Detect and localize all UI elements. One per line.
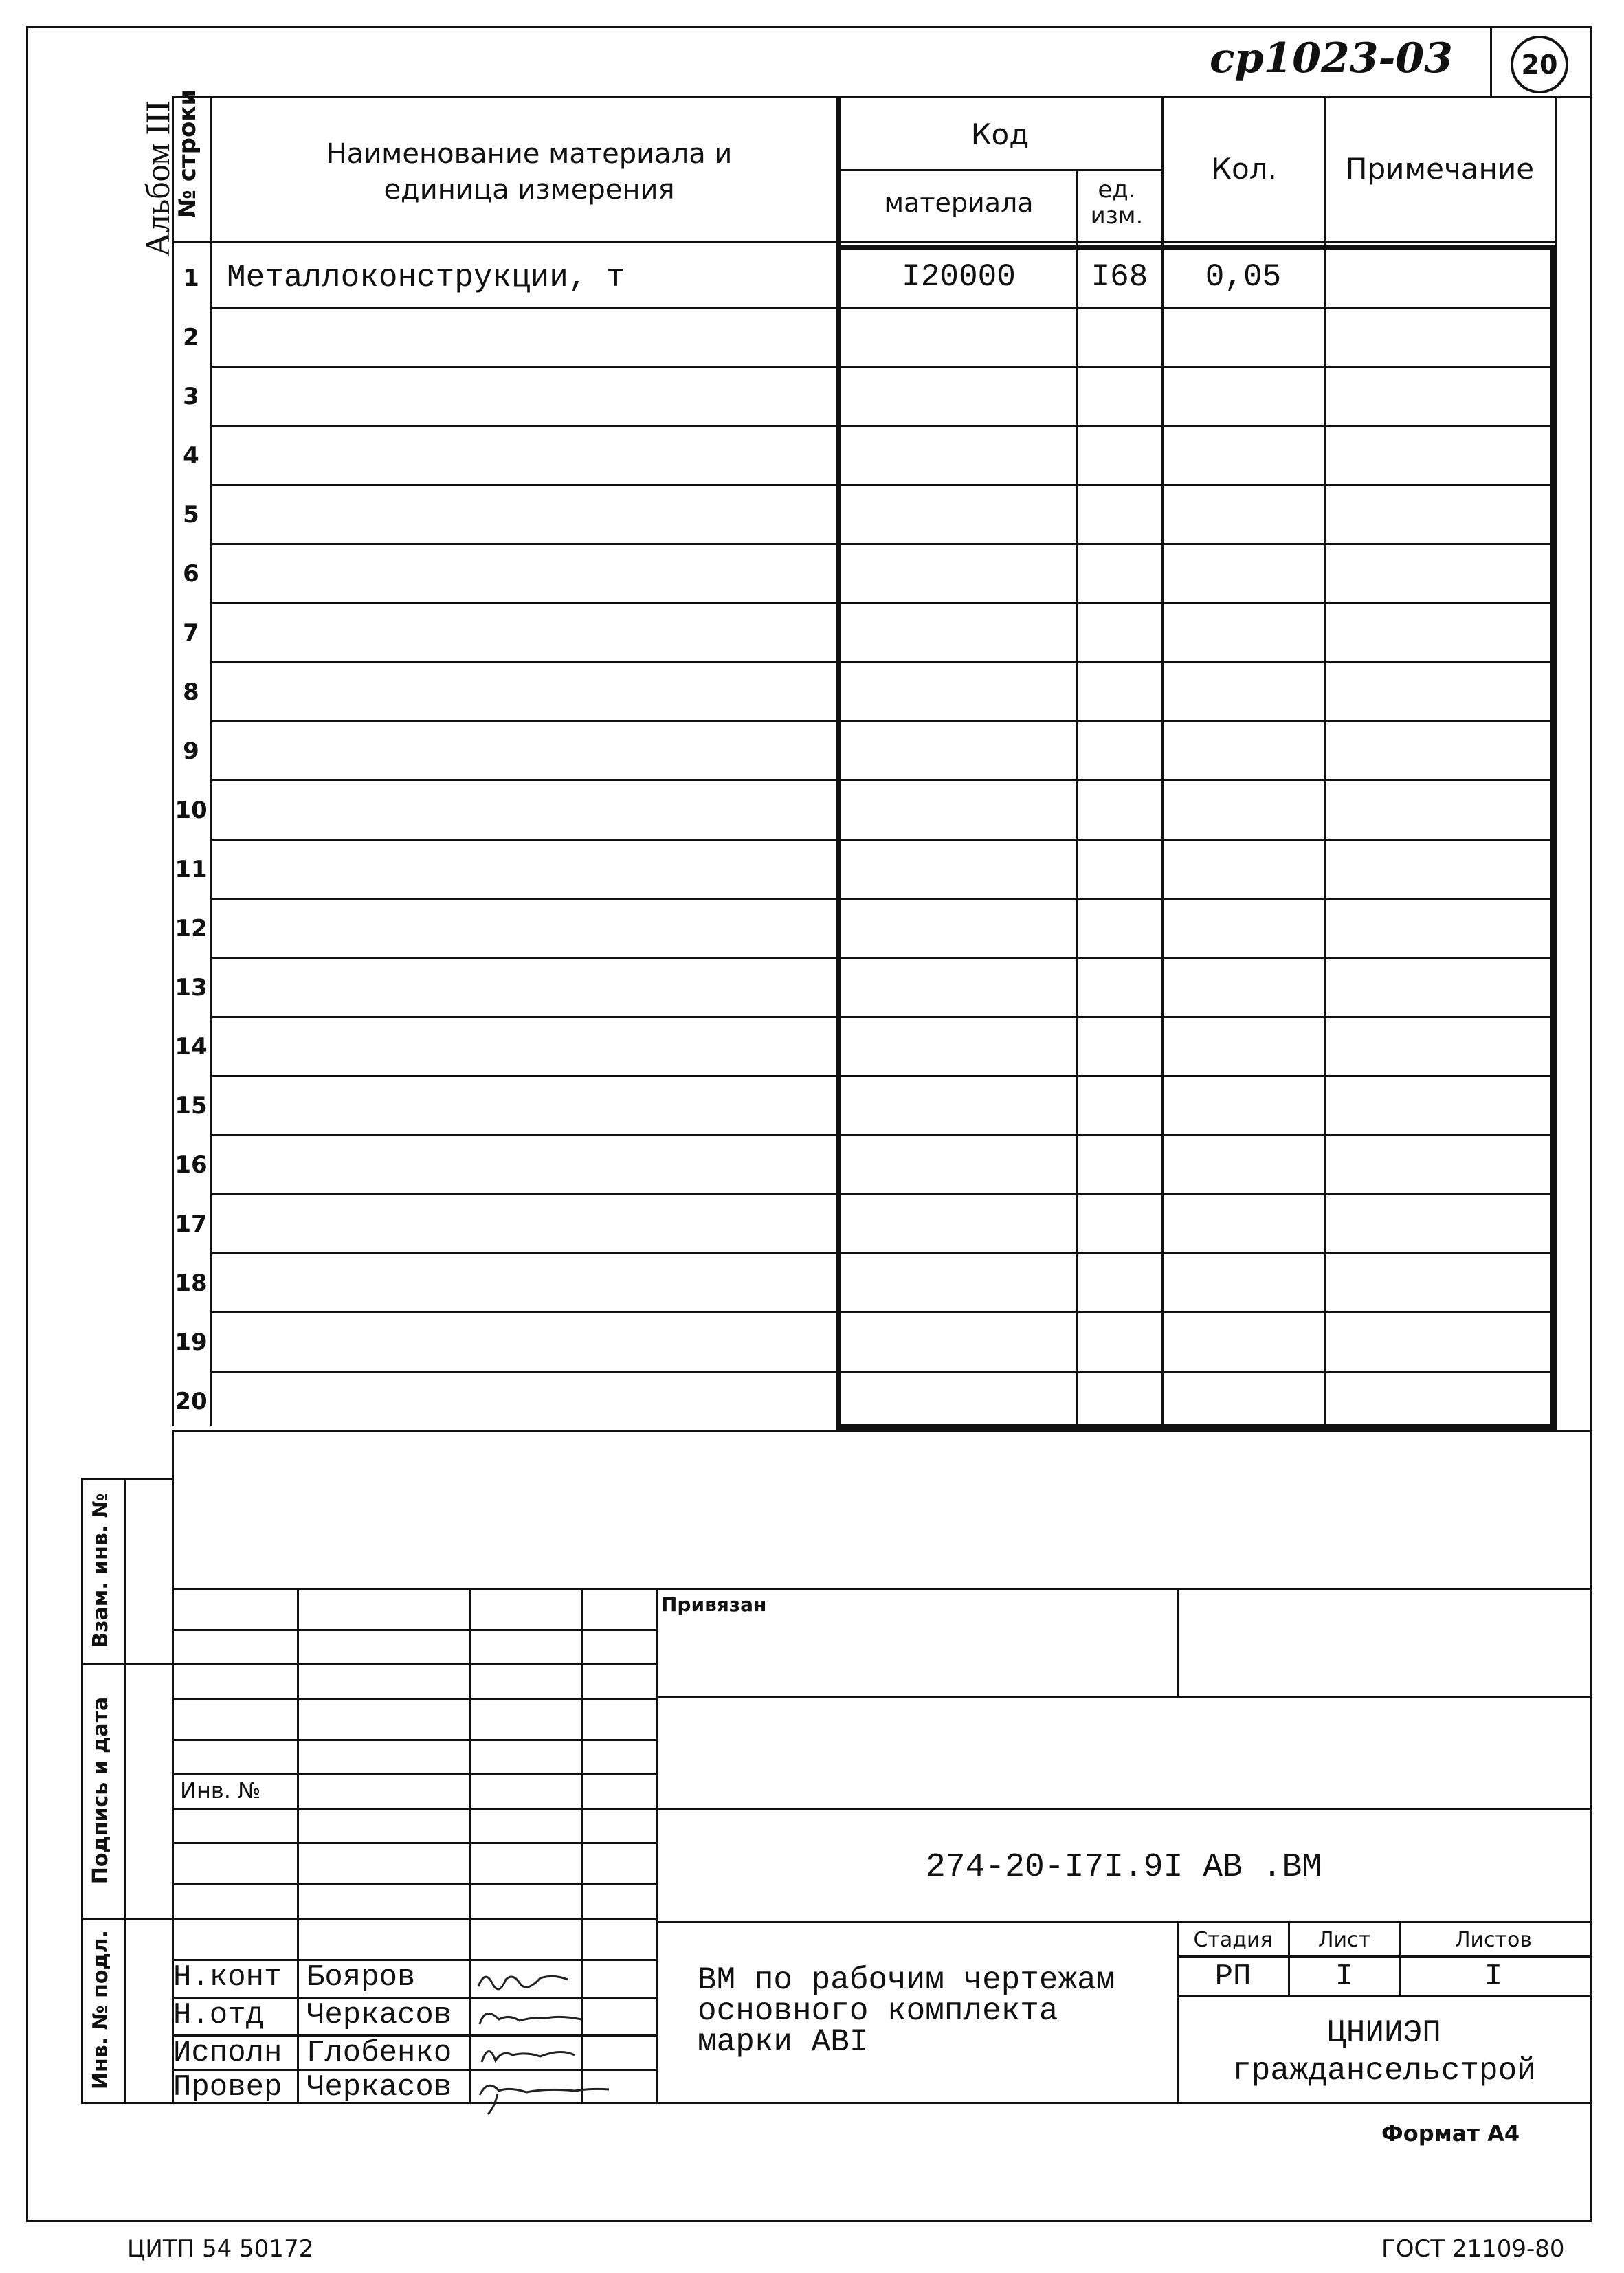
- row-unit: I68: [1091, 259, 1148, 295]
- side-inv-podl: Инв. № подл.: [89, 1929, 113, 2090]
- footer-left: ЦИТП 54 50172: [127, 2235, 314, 2263]
- row-number: 16: [175, 1151, 208, 1179]
- stamp-person: Бояров: [307, 1960, 416, 1995]
- row-number: 3: [183, 383, 199, 410]
- stamp-designation: 274-20-I7I.9I АВ .ВМ: [925, 1849, 1322, 1886]
- row-number: 19: [175, 1329, 208, 1356]
- row-number: 17: [175, 1210, 208, 1238]
- row-number: 1: [183, 265, 199, 292]
- row-number: 10: [175, 797, 208, 824]
- row-number: 14: [175, 1033, 208, 1061]
- stamp-title-line: марки АВI: [698, 2024, 869, 2060]
- stamp-title-line: основного комплекта: [698, 1993, 1058, 2029]
- stamp-person: Черкасов: [307, 1998, 452, 2032]
- stamp-stage: РП: [1214, 1959, 1252, 1994]
- footer-right: ГОСТ 21109-80: [1381, 2235, 1565, 2263]
- row-code: I20000: [902, 259, 1016, 295]
- header-qty: Кол.: [1211, 151, 1277, 186]
- row-number: 8: [183, 678, 199, 706]
- header-note: Примечание: [1345, 151, 1535, 186]
- stamp-person: Глобенко: [307, 2036, 452, 2070]
- album-label: Альбом III: [138, 100, 177, 257]
- stamp-title-line: ВМ по рабочим чертежам: [698, 1962, 1115, 1998]
- header-name: Наименование материала и единица измерения: [326, 138, 733, 206]
- header-row-no: № строки: [174, 89, 201, 218]
- side-podpis: Подпись и дата: [89, 1696, 113, 1885]
- header-code-unit: ед. изм.: [1090, 176, 1144, 230]
- row-name: Металлоконструкции, т: [227, 260, 625, 296]
- row-number: 7: [183, 619, 199, 647]
- stamp-org-line-2: граждансельстрой: [1232, 2052, 1536, 2089]
- stamp-org-line-1: ЦНИИЭП: [1327, 2015, 1441, 2051]
- stamp-role: Исполн: [173, 2036, 282, 2070]
- stamp-stage-label: Стадия: [1193, 1928, 1273, 1952]
- signature-scribble: [478, 1976, 568, 1988]
- row-number: 2: [183, 324, 199, 351]
- row-number: 20: [175, 1388, 208, 1415]
- signature-scribble: [482, 2051, 575, 2062]
- side-vzam: Взам. инв. №: [89, 1493, 113, 1648]
- row-number: 4: [183, 442, 199, 469]
- stamp-role: Н.отд: [173, 1998, 265, 2032]
- stamp-role: Провер: [173, 2070, 282, 2105]
- row-number: 12: [175, 915, 208, 942]
- stamp-sheet-label: Лист: [1317, 1928, 1371, 1952]
- header-code: Код: [970, 117, 1030, 151]
- row-number: 5: [183, 501, 199, 529]
- row-qty: 0,05: [1205, 259, 1282, 295]
- format-label: Формат А4: [1381, 2120, 1520, 2147]
- row-number: 13: [175, 974, 208, 1001]
- row-number: 11: [175, 856, 208, 883]
- stamp-person: Черкасов: [307, 2070, 452, 2105]
- header-code-material: материала: [884, 188, 1034, 218]
- document-code: ср1023-03: [1210, 34, 1453, 82]
- row-number: 6: [183, 560, 199, 588]
- row-number: 9: [183, 738, 199, 765]
- signature-scribble: [480, 2085, 609, 2095]
- stamp-inv-no: Инв. №: [180, 1777, 261, 1804]
- row-number: 18: [175, 1269, 208, 1297]
- signatures: [471, 1959, 623, 2117]
- page-number-circle: [1511, 36, 1568, 93]
- stamp-sheet: I: [1335, 1959, 1354, 1994]
- row-number: 15: [175, 1092, 208, 1120]
- stamp-sheets: I: [1484, 1959, 1503, 1994]
- stamp-sheets-label: Листов: [1454, 1928, 1533, 1952]
- stamp-privyazan: Привязан: [661, 1593, 767, 1616]
- page-number: 20: [1521, 49, 1558, 80]
- signature-scribble: [488, 2094, 498, 2114]
- stamp-role: Н.конт: [173, 1960, 282, 1995]
- signature-scribble: [480, 2013, 581, 2024]
